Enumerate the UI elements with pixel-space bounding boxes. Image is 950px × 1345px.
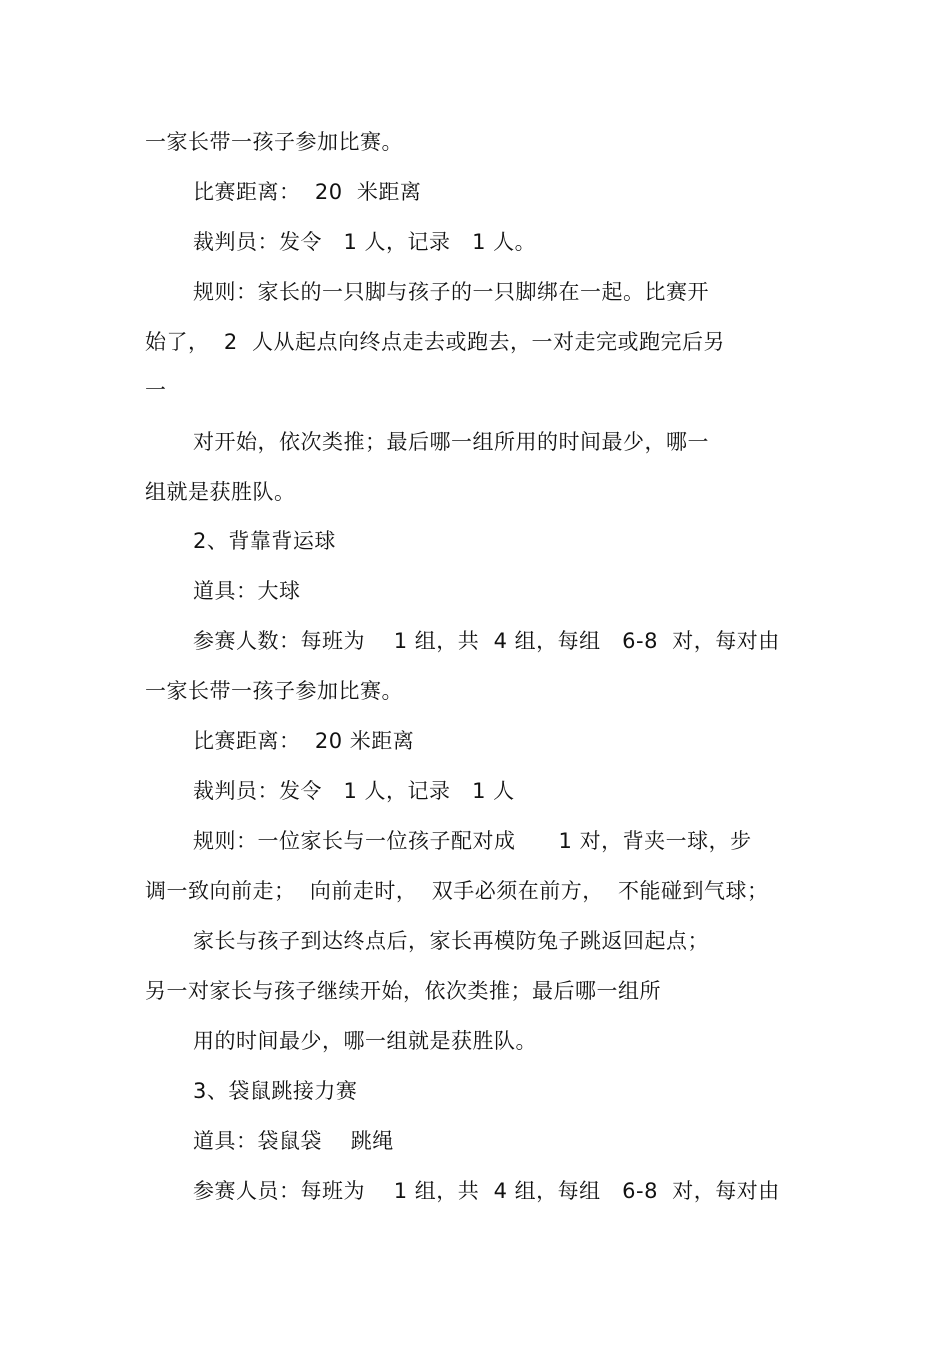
text-line: 一家长带一孩子参加比赛。 [145, 130, 403, 154]
text-line: 比赛距离： 20 米距离 [193, 180, 422, 204]
text-line: 一家长带一孩子参加比赛。 [145, 679, 403, 703]
text-line: 规则：家长的一只脚与孩子的一只脚绑在一起。比赛开 [193, 280, 709, 304]
section-heading: 2、背靠背运球 [193, 529, 336, 553]
section-heading: 3、袋鼠跳接力赛 [193, 1079, 358, 1103]
text-line: 规则：一位家长与一位孩子配对成 1 对，背夹一球，步 [193, 829, 752, 853]
text-line: 裁判员：发令 1 人，记录 1 人 [193, 779, 515, 803]
text-line: 道具：袋鼠袋 跳绳 [193, 1129, 394, 1153]
text-line: 参赛人数：每班为 1 组，共 4 组，每组 6-8 对，每对由 [193, 629, 780, 653]
text-line: 组就是获胜队。 [145, 480, 296, 504]
text-line: 对开始，依次类推；最后哪一组所用的时间最少，哪一 [193, 430, 709, 454]
text-line: 调一致向前走； 向前走时， 双手必须在前方， 不能碰到气球； [145, 879, 769, 903]
text-line: 比赛距离： 20 米距离 [193, 729, 415, 753]
text-line: 用的时间最少，哪一组就是获胜队。 [193, 1029, 537, 1053]
text-line: 裁判员：发令 1 人，记录 1 人。 [193, 230, 537, 254]
text-line: 另一对家长与孩子继续开始，依次类推；最后哪一组所 [145, 979, 661, 1003]
text-line: 始了， 2 人从起点向终点走去或跑去，一对走完或跑完后另 [145, 330, 726, 354]
text-line: 一 [145, 378, 167, 402]
text-line: 家长与孩子到达终点后，家长再模防兔子跳返回起点； [193, 929, 709, 953]
text-line: 道具：大球 [193, 579, 301, 603]
text-line: 参赛人员：每班为 1 组，共 4 组，每组 6-8 对，每对由 [193, 1179, 780, 1203]
